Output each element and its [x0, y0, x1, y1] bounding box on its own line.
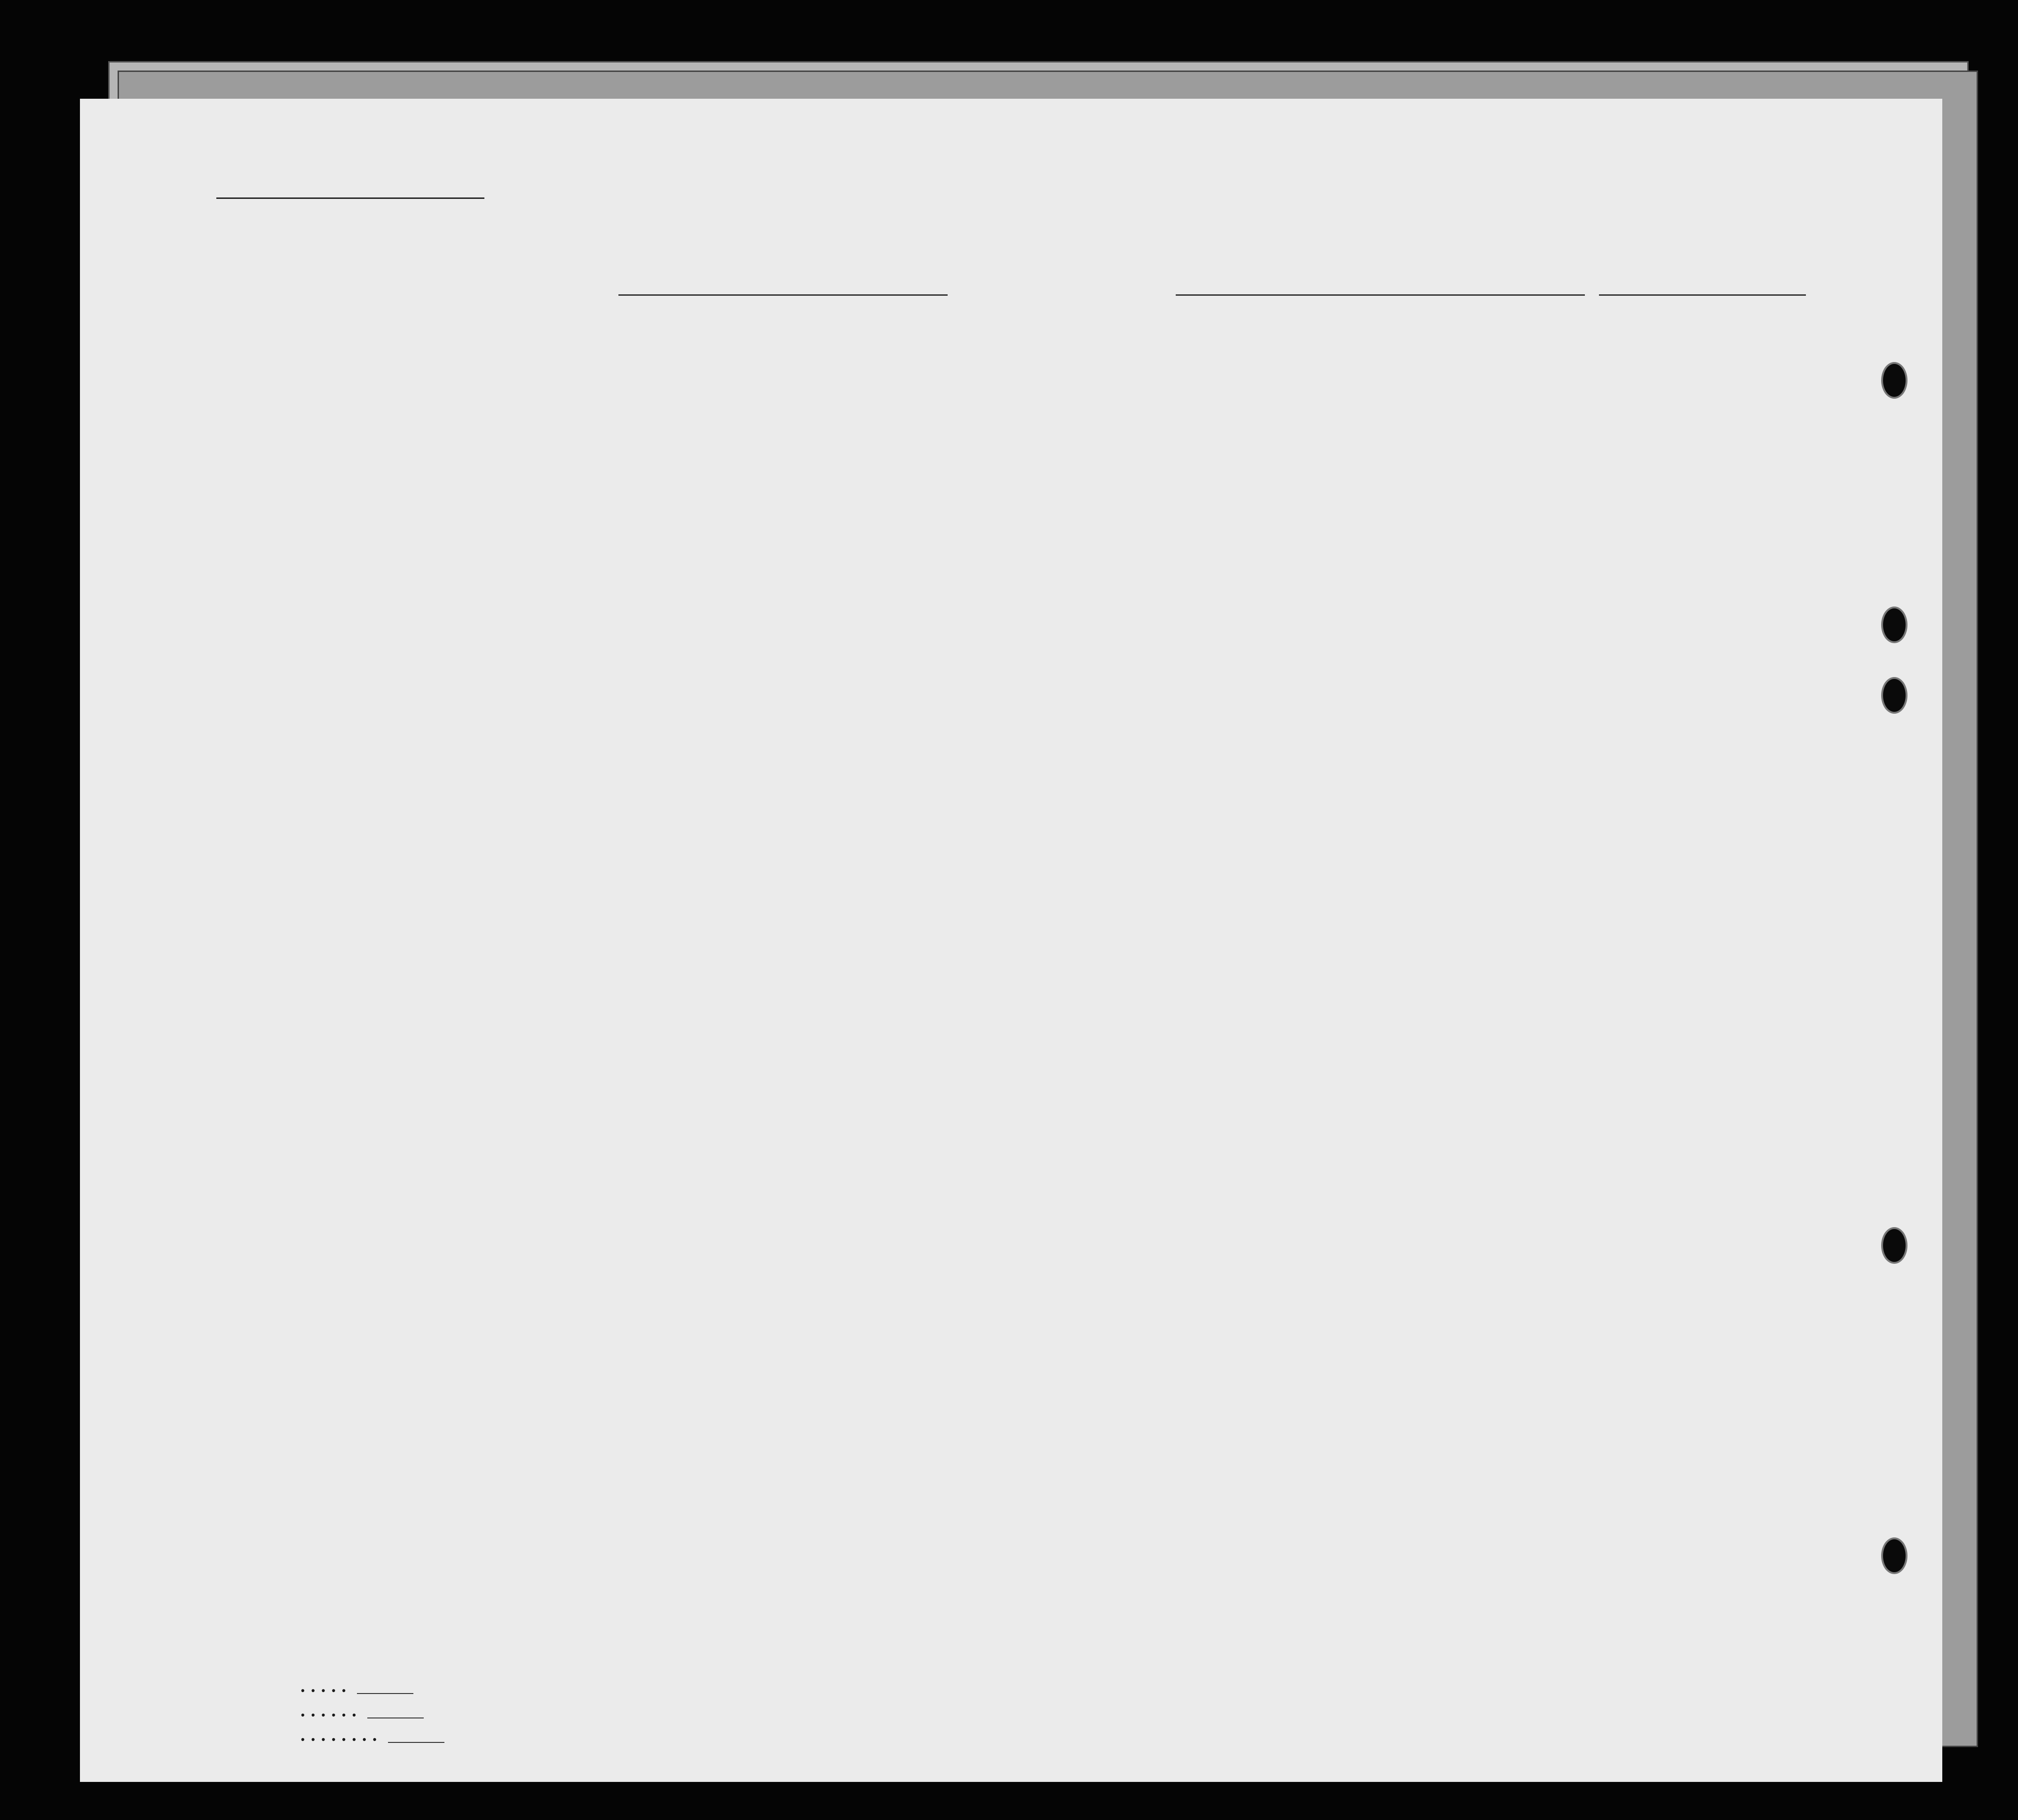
leader-dots: • • • • • • — [301, 1709, 358, 1721]
punch-hole — [1881, 1537, 1907, 1574]
total-passengers-value — [357, 1693, 413, 1694]
manifest-sheet — [80, 99, 1942, 1782]
punch-hole — [1881, 362, 1907, 399]
punch-hole — [1881, 1227, 1907, 1264]
aliens-row — [301, 1727, 444, 1752]
total-passengers-row — [301, 1678, 444, 1703]
totals — [301, 1678, 444, 1752]
leader-dots: • • • • • — [301, 1685, 348, 1696]
table-grid — [80, 99, 1942, 1782]
us-citizens-row — [301, 1703, 444, 1727]
leader-dots: • • • • • • • • — [301, 1733, 379, 1745]
punch-hole — [1881, 677, 1907, 714]
aliens-value — [388, 1742, 444, 1743]
punch-hole — [1881, 607, 1907, 643]
